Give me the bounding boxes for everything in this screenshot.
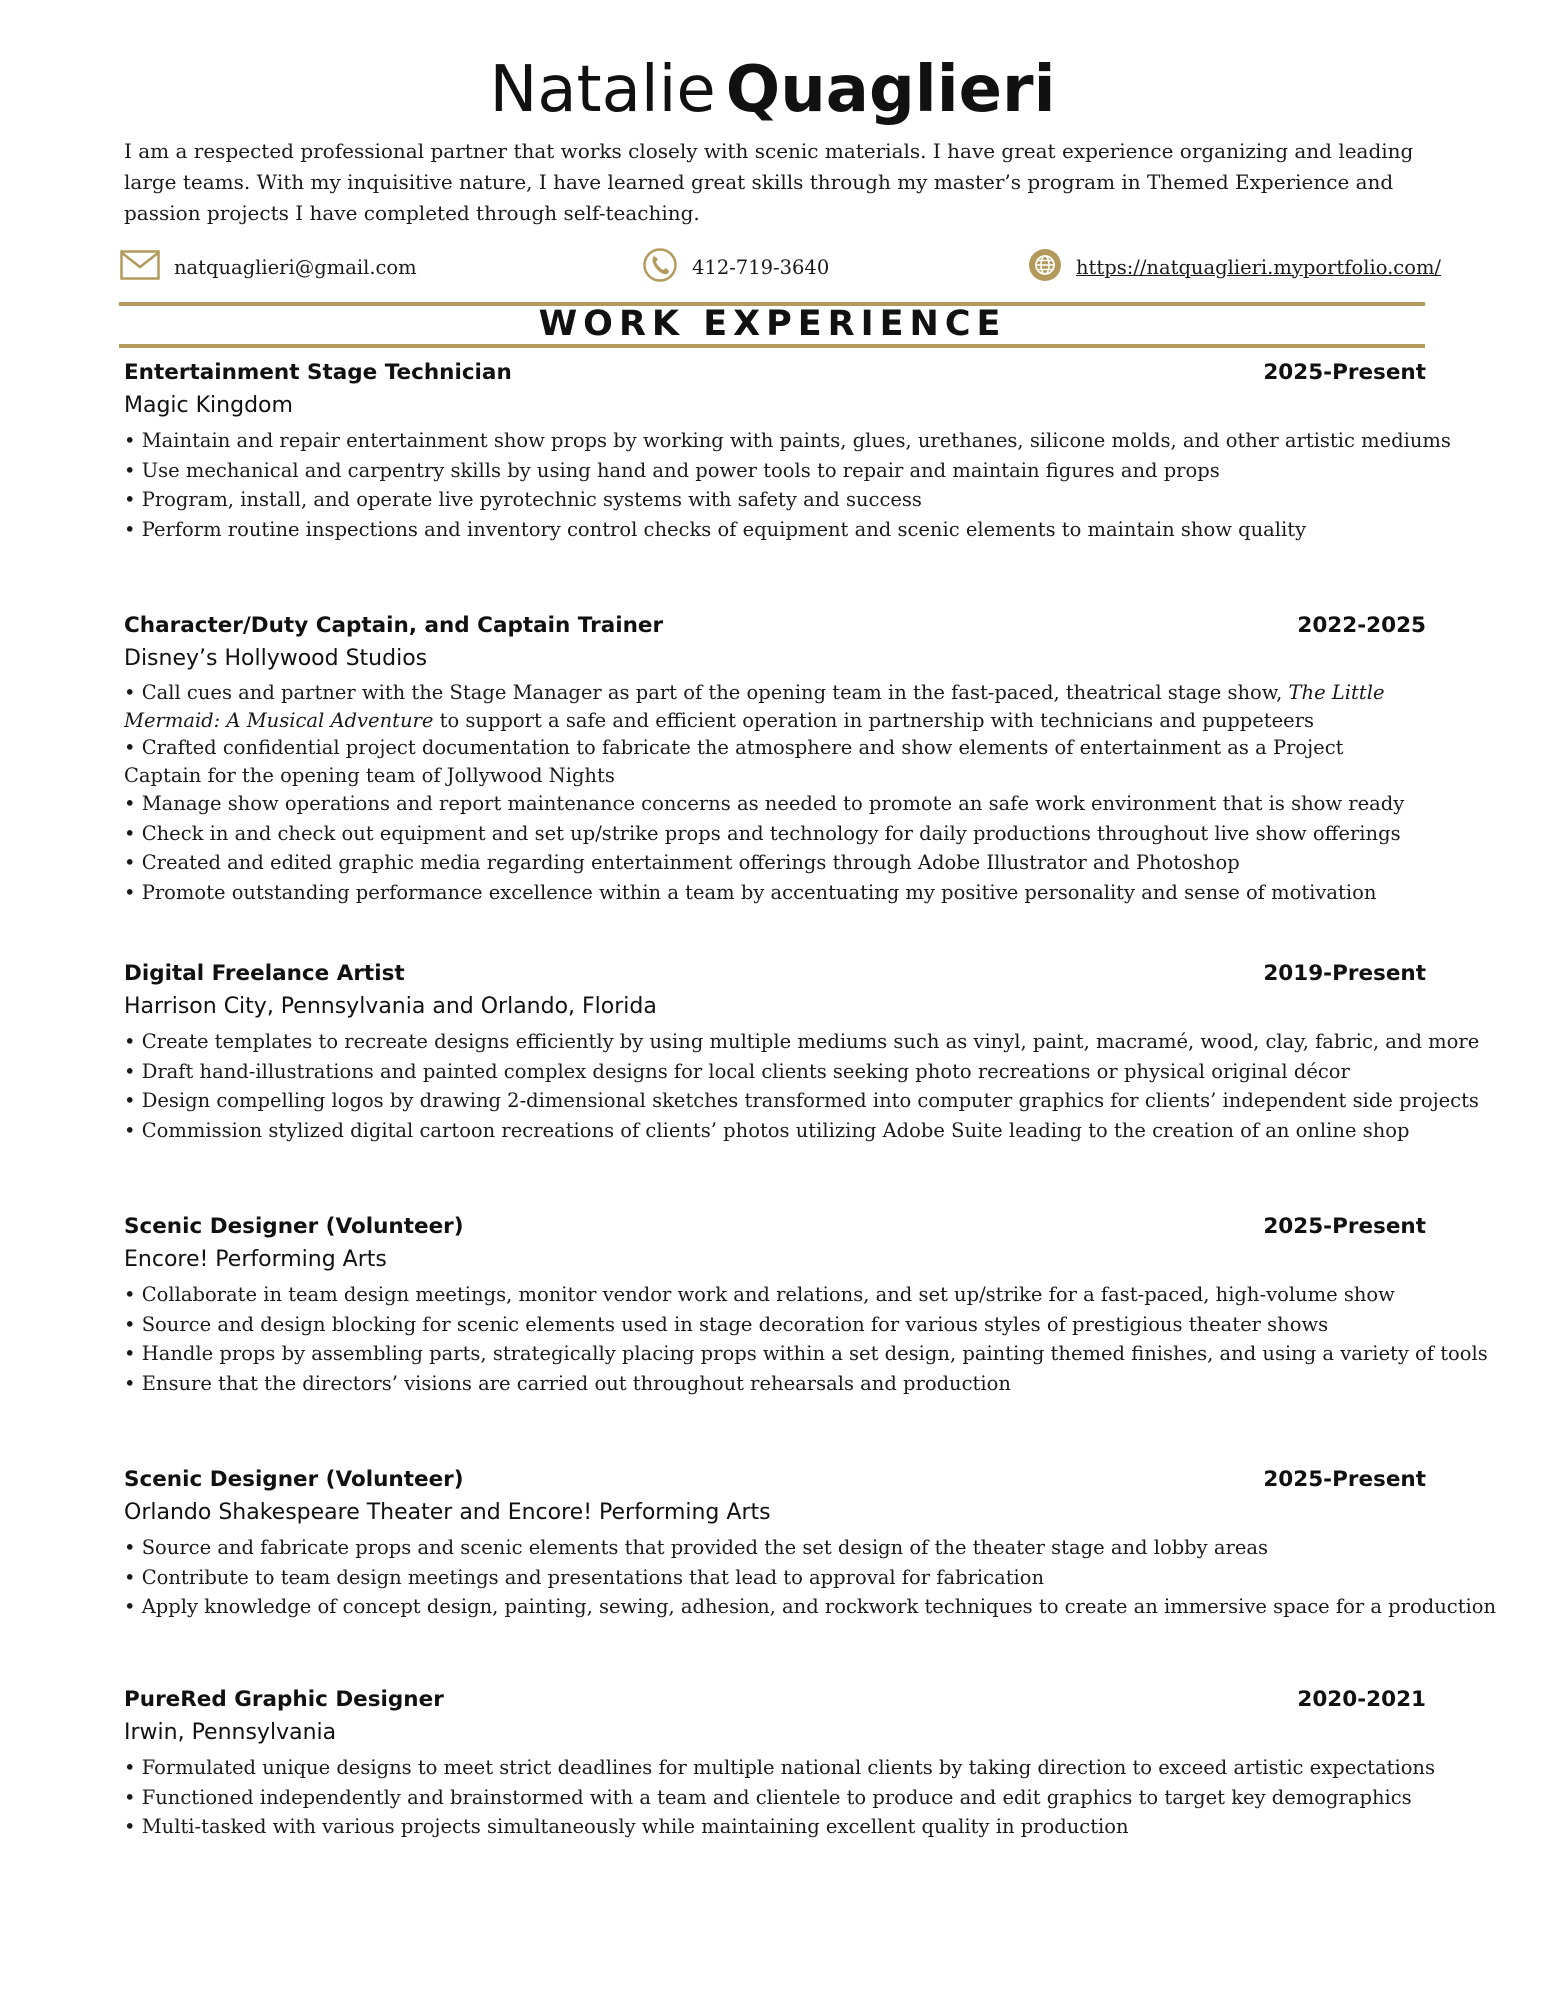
job-bullet <box>124 679 1426 734</box>
job-dates: 2022-2025 <box>1297 613 1426 638</box>
job-bullet: • Formulated unique designs to meet strict deadlines for multiple national clients by taking direction to exceed artistic expectations <box>124 1756 1435 1779</box>
job-dates: 2025-Present <box>1263 1467 1426 1492</box>
job-organization: Harrison City, Pennsylvania and Orlando, Florida <box>124 994 657 1019</box>
job-bullet: • Use mechanical and carpentry skills by using hand and power tools to repair and maintain figures and props <box>124 458 1220 482</box>
job-dates: 2019-Present <box>1263 961 1426 986</box>
job-bullet: • Commission stylized digital cartoon recreations of clients’ photos utilizing Adobe Suite leading to the creation of an online shop <box>124 1118 1410 1142</box>
job-bullet: • Collaborate in team design meetings, monitor vendor work and relations, and set up/strike for a fast-paced, high-volume show <box>124 1283 1395 1306</box>
job-bullet: • Maintain and repair entertainment show props by working with paints, glues, urethanes, silicone molds, and other artistic mediums <box>124 429 1451 452</box>
job-bullet: • Source and fabricate props and scenic elements that provided the set design of the theater stage and lobby areas <box>124 1536 1268 1559</box>
section-title-work-experience: WORK EXPERIENCE <box>538 304 1007 344</box>
first-name: Natalie <box>489 53 716 127</box>
website-link[interactable]: https://natquaglieri.myportfolio.com/ <box>1076 255 1442 279</box>
job-title: PureRed Graphic Designer <box>124 1687 444 1712</box>
bullet-text: • Call cues and partner with the Stage Manager as part of the opening team in the fast-paced, theatrical stage show, <box>124 681 1289 704</box>
contact-phone[interactable] <box>642 250 829 284</box>
job-bullet: • Draft hand-illustrations and painted complex designs for local clients seeking photo recreations or physical original décor <box>124 1059 1350 1083</box>
professional-summary: I am a respected professional partner that works closely with scenic materials. I have great experience organizing and leading large teams. With my inquisitive nature, I have learned great skills through my master’s program in Themed Experience and passion projects I have completed through self-teaching. <box>124 139 1414 225</box>
job-bullets <box>124 679 1426 907</box>
job-bullet: • Functioned independently and brainstormed with a team and clientele to produce and edit graphics to target key demographics <box>124 1785 1412 1809</box>
job-bullet: • Manage show operations and report maintenance concerns as needed to promote an safe work environment that is show ready <box>124 792 1405 815</box>
job-organization: Disney’s Hollywood Studios <box>124 646 428 671</box>
job-title: Scenic Designer (Volunteer) <box>124 1467 464 1492</box>
job-dates: 2020-2021 <box>1297 1687 1426 1712</box>
job-bullets <box>124 426 1451 544</box>
job-bullets <box>124 1027 1480 1145</box>
show-title: The Little Mermaid: A Musical Adventure <box>124 681 1385 732</box>
job-entry <box>120 358 1451 544</box>
job-bullets <box>124 1753 1435 1842</box>
job-bullet: • Promote outstanding performance excellence within a team by accentuating my positive personality and sense of motivation <box>124 880 1377 904</box>
job-bullet: • Created and edited graphic media regarding entertainment offerings through Adobe Illustrator and Photoshop <box>124 851 1240 874</box>
contact-website[interactable] <box>1028 250 1441 284</box>
job-bullet: • Handle props by assembling parts, strategically placing props within a set design, painting themed finishes, and using a variety of tools <box>124 1342 1488 1365</box>
job-bullets <box>124 1533 1497 1622</box>
job-entry <box>120 611 1426 907</box>
mail-icon <box>120 250 160 285</box>
job-bullet: • Contribute to team design meetings and presentations that lead to approval for fabrication <box>124 1565 1045 1589</box>
job-bullet: • Source and design blocking for scenic elements used in stage decoration for various styles of prestigious theater shows <box>124 1312 1329 1336</box>
job-dates: 2025-Present <box>1263 1214 1426 1239</box>
job-bullet: • Apply knowledge of concept design, painting, sewing, adhesion, and rockwork techniques to create an immersive space for a production <box>124 1595 1497 1618</box>
job-entry <box>120 1212 1488 1398</box>
job-organization: Orlando Shakespeare Theater and Encore! Performing Arts <box>124 1500 771 1525</box>
job-entry <box>120 1685 1435 1842</box>
job-bullet: • Create templates to recreate designs efficiently by using multiple mediums such as vinyl, paint, macramé, wood, clay, fabric, and more <box>124 1030 1480 1053</box>
phone-icon <box>642 247 678 288</box>
job-bullet: • Multi-tasked with various projects simultaneously while maintaining excellent quality in production <box>124 1815 1129 1838</box>
job-bullet: • Ensure that the directors’ visions are carried out throughout rehearsals and production <box>124 1371 1011 1395</box>
job-bullet: • Check in and check out equipment and set up/strike props and technology for daily productions throughout live show offerings <box>124 821 1401 845</box>
job-title: Scenic Designer (Volunteer) <box>124 1214 464 1239</box>
job-bullet: • Crafted confidential project documentation to fabricate the atmosphere and show elements of entertainment as a Project Captain for the opening team of Jollywood Nights <box>124 736 1344 787</box>
bullet-text: to support a safe and efficient operation in partnership with technicians and puppeteers <box>433 708 1315 732</box>
globe-icon <box>1028 248 1062 287</box>
job-title: Entertainment Stage Technician <box>124 360 512 385</box>
job-title: Digital Freelance Artist <box>124 961 405 986</box>
candidate-name <box>0 50 1545 130</box>
job-entry <box>120 959 1480 1145</box>
last-name: Quaglieri <box>725 53 1056 127</box>
job-organization: Irwin, Pennsylvania <box>124 1720 337 1745</box>
job-entry <box>120 1465 1497 1622</box>
job-bullet: • Program, install, and operate live pyrotechnic systems with safety and success <box>124 488 922 511</box>
contact-email[interactable] <box>120 250 417 284</box>
job-bullet: • Perform routine inspections and inventory control checks of equipment and scenic elements to maintain show quality <box>124 517 1307 541</box>
job-bullets <box>124 1280 1488 1398</box>
phone-text: 412-719-3640 <box>692 255 830 279</box>
job-bullet: • Design compelling logos by drawing 2-dimensional sketches transformed into computer graphics for clients’ independent side projects <box>124 1089 1479 1112</box>
job-organization: Magic Kingdom <box>124 393 293 418</box>
job-dates: 2025-Present <box>1263 360 1426 385</box>
section-rule-bottom <box>119 344 1425 348</box>
job-title: Character/Duty Captain, and Captain Trainer <box>124 613 664 638</box>
job-organization: Encore! Performing Arts <box>124 1247 387 1272</box>
email-text: natquaglieri@gmail.com <box>174 255 417 279</box>
